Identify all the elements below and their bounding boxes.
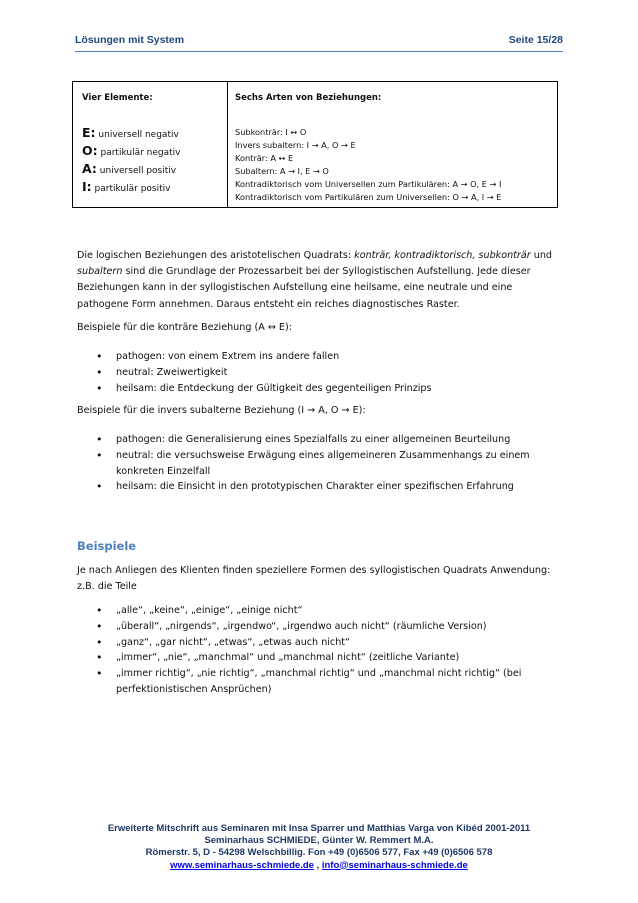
relation-item: Konträr: A ↔ E — [235, 153, 294, 163]
intro-text: Die logischen Beziehungen des aristotelischen Quadrats: — [77, 250, 355, 261]
relation-item: Subkonträr: I ↔ O — [235, 127, 307, 137]
element-item — [82, 161, 227, 179]
element-letter: O: — [82, 143, 98, 158]
elements-heading: Vier Elemente: — [82, 93, 153, 103]
website-link[interactable]: www.seminarhaus-schmiede.de — [170, 859, 314, 871]
relation-item: Invers subaltern: I → A, O → E — [235, 140, 356, 150]
header-title: Lösungen mit System — [75, 34, 185, 46]
footer-line: Römerstr. 5, D - 54298 Welschbillig. Fon +49 (0)6506 577, Fax +49 (0)6506 578 — [145, 847, 493, 859]
list-item: • pathogen: die Generalisierung eines Spezialfalls zu einer allgemeinen Beurteilung — [92, 432, 554, 448]
footer-separator: , — [313, 859, 322, 871]
elements-relations-table — [72, 81, 558, 208]
intro-text: und — [530, 250, 553, 261]
footer-line: Erweiterte Mitschrift aus Seminaren mit Insa Sparrer und Matthias Varga von Kibéd 2001-2011 — [107, 823, 531, 834]
list-item: • „überall“, „nirgends“, „irgendwo“, „irgendwo auch nicht“ (räumliche Version) — [92, 619, 554, 635]
page-number: Seite 15/28 — [508, 34, 563, 46]
element-letter: A: — [82, 161, 97, 176]
list-item: • neutral: Zweiwertigkeit — [92, 365, 554, 381]
elements-list — [82, 125, 227, 197]
intro-text: sind die Grundlage der Prozessarbeit bei der Syllogistischen Aufstellung. Jede dieser Beziehungen kann in der syllogistischen Aufstellung eine heilsame, eine neutrale und eine pathogene Form annehmen. Daraus entsteht ein reiches diagnostisches Raster. — [77, 266, 531, 310]
element-letter: E: — [82, 125, 96, 140]
header-rule — [75, 51, 563, 52]
relations-list — [235, 126, 557, 204]
element-item — [82, 143, 227, 161]
relation-item: Kontradiktorisch vom Universellen zum Partikulären: A → O, E → I — [235, 179, 502, 189]
relation-item: Subaltern: A → I, E → O — [235, 166, 329, 176]
list-item: • „immer“, „nie“, „manchmal“ und „manchmal nicht“ (zeitliche Variante) — [92, 650, 554, 666]
relations-heading: Sechs Arten von Beziehungen: — [235, 93, 382, 103]
element-text: universell negativ — [98, 130, 179, 140]
subaltern-heading: Beispiele für die invers subalterne Beziehung (I → A, O → E): — [77, 405, 366, 416]
contrary-list — [92, 349, 554, 396]
examples-paragraph: Je nach Anliegen des Klienten finden speziellere Formen des syllogistischen Quadrats Anwendung: z.B. die Teile — [77, 565, 551, 593]
list-item: • heilsam: die Entdeckung der Gültigkeit des gegenteiligen Prinzips — [92, 381, 554, 397]
element-text: universell positiv — [99, 166, 177, 176]
element-text: partikulär positiv — [94, 184, 171, 194]
list-item: • „ganz“, „gar nicht“, „etwas“, „etwas auch nicht“ — [92, 635, 554, 651]
intro-italic-term: subaltern — [77, 266, 123, 278]
subaltern-list — [92, 432, 554, 495]
list-item: • „immer richtig“, „nie richtig“, „manchmal richtig“ und „manchmal nicht richtig“ (bei perfektionistischen Ansprüchen) — [92, 666, 554, 698]
relations-cell — [228, 82, 558, 208]
elements-cell — [73, 82, 228, 208]
list-item: • „alle“, „keine“, „einige“, „einige nicht“ — [92, 603, 554, 619]
examples-list — [92, 603, 554, 698]
footer-line: Seminarhaus SCHMIEDE, Günter W. Remmert M.A. — [204, 835, 434, 847]
list-item: • neutral: die versuchsweise Erwägung eines allgemeineren Zusammenhangs zu einem konkreten Einzelfall — [92, 448, 554, 480]
contrary-heading: Beispiele für die konträre Beziehung (A ↔ E): — [77, 322, 292, 333]
examples-section-title: Beispiele — [77, 539, 137, 553]
element-item — [82, 125, 227, 143]
footer-links — [75, 860, 563, 872]
page-footer — [75, 823, 563, 872]
intro-paragraph — [77, 248, 561, 313]
list-item: • heilsam: die Einsicht in den prototypischen Charakter einer spezifischen Erfahrung — [92, 479, 554, 495]
relation-item: Kontradiktorisch vom Partikulären zum Universellen: O → A, I → E — [235, 192, 502, 202]
element-text: partikulär negativ — [100, 148, 181, 158]
email-link[interactable]: info@seminarhaus-schmiede.de — [321, 859, 468, 871]
element-item — [82, 179, 227, 197]
element-letter: I: — [82, 179, 92, 194]
list-item: • pathogen: von einem Extrem ins andere fallen — [92, 349, 554, 365]
intro-italic-terms: konträr, kontradiktorisch, subkonträr — [354, 250, 531, 261]
